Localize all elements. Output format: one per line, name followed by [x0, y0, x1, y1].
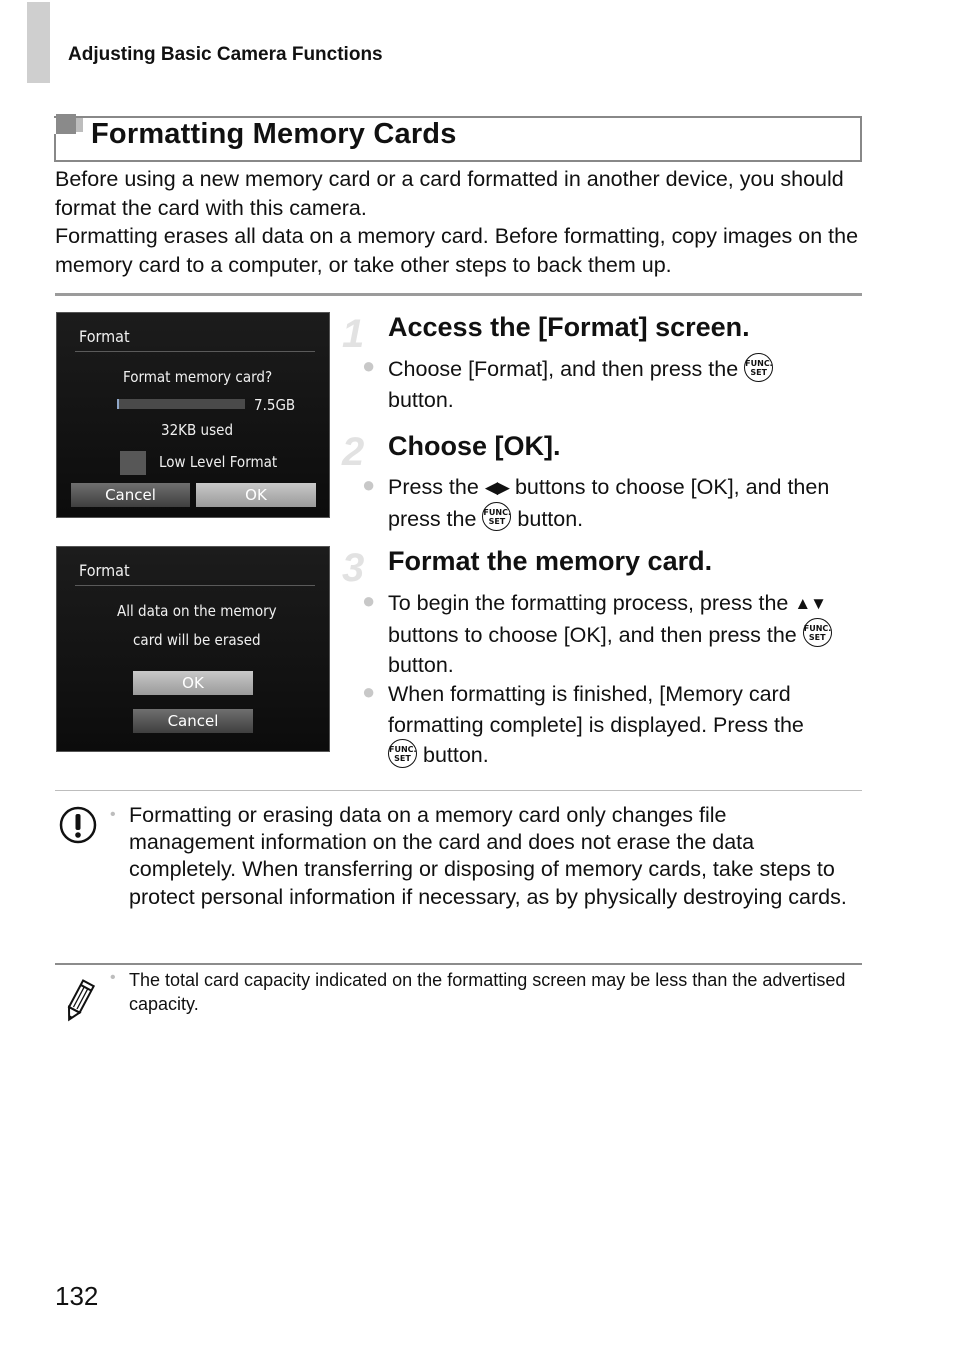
- cancel-button[interactable]: Cancel: [133, 709, 253, 733]
- bullet-icon: ●: [362, 588, 376, 613]
- step-title-1: Access the [Format] screen.: [388, 312, 750, 342]
- pencil-icon: [60, 978, 98, 1024]
- step-text-3a-part-b: buttons to choose [OK], and then press the: [388, 622, 797, 647]
- ok-button[interactable]: OK: [133, 671, 253, 695]
- tip-note-text: The total card capacity indicated on the formatting screen may be less than the advertised capacity.: [129, 970, 846, 1014]
- step-number-3: 3: [342, 546, 365, 590]
- ok-button[interactable]: OK: [196, 483, 316, 507]
- step-text-2-part-a: Press the: [388, 475, 479, 499]
- low-level-format-checkbox[interactable]: [120, 451, 146, 475]
- left-right-arrows-icon: ◀▶: [484, 478, 509, 497]
- note-divider: [55, 790, 862, 791]
- erase-confirm-screen-image: [56, 546, 330, 752]
- section-divider: [55, 293, 862, 296]
- step-text-3a: [388, 588, 863, 681]
- cancel-button[interactable]: Cancel: [71, 483, 190, 507]
- screen-header: Format: [79, 561, 130, 580]
- func-set-button-icon: FUNC. SET: [744, 353, 773, 382]
- func-set-button-icon: FUNC. SET: [482, 502, 511, 531]
- format-question: Format memory card?: [123, 368, 273, 386]
- section-marker-icon: [56, 114, 76, 134]
- section-title-frame-edge: [54, 134, 56, 160]
- low-level-format-label: Low Level Format: [159, 453, 278, 471]
- screen-divider: [75, 585, 315, 586]
- page-number: 132: [55, 1281, 99, 1311]
- step-text-2-part-b: buttons to choose [OK], and then press the: [388, 475, 830, 531]
- step-text-1-part-a: Choose [Format], and then press the: [388, 357, 739, 381]
- step-text-3b: [388, 679, 863, 771]
- func-set-button-icon: FUNC. SET: [388, 739, 417, 768]
- func-set-button-icon: FUNC. SET: [803, 618, 832, 647]
- capacity-bar: [117, 399, 245, 409]
- section-title: Formatting Memory Cards: [91, 118, 457, 150]
- intro-text: [55, 165, 865, 279]
- caution-icon: [59, 806, 97, 844]
- step-text-1-part-b: button.: [388, 387, 454, 412]
- intro-paragraph-1: Before using a new memory card or a card formatted in another device, you should format the card with this camera.: [55, 167, 844, 220]
- note-bullet-icon: •: [110, 806, 116, 823]
- step-text-3b-part-a: When formatting is finished, [Memory card formatting complete] is displayed. Press the: [388, 682, 804, 737]
- note-bullet-icon: •: [110, 969, 116, 986]
- screen-header: Format: [79, 327, 130, 346]
- step-title-3: Format the memory card.: [388, 546, 713, 576]
- side-tab-marker: [27, 2, 50, 83]
- step-text-3a-part-a: To begin the formatting process, press the: [388, 591, 789, 615]
- format-screen-image: [56, 312, 330, 518]
- caution-note-text: Formatting or erasing data on a memory card only changes file management information on the card and does not erase the data completely. When transferring or disposing of memory cards, take steps to protect personal information if necessary, as by physically destroying cards.: [129, 803, 847, 909]
- erase-message-line-1: All data on the memory: [117, 602, 277, 620]
- up-down-arrows-icon: ▲▼: [794, 594, 826, 613]
- bullet-icon: ●: [362, 679, 376, 704]
- used-value: 32KB used: [161, 421, 234, 439]
- note-divider: [55, 963, 862, 965]
- step-title-2: Choose [OK].: [388, 431, 561, 461]
- step-text-3a-part-c: button.: [388, 653, 454, 678]
- intro-paragraph-2: Formatting erases all data on a memory card. Before formatting, copy images on the memory card to a computer, or take other steps to back them up.: [55, 224, 859, 277]
- step-text-2: [388, 472, 863, 534]
- step-number-1: 1: [342, 312, 365, 356]
- step-text-3b-part-b: button.: [422, 743, 489, 767]
- bullet-icon: ●: [362, 472, 376, 497]
- capacity-bar-fill: [117, 399, 119, 409]
- screen-divider: [75, 351, 315, 352]
- running-head: Adjusting Basic Camera Functions: [68, 44, 383, 65]
- step-text-1: [388, 354, 863, 415]
- step-text-2-part-c: button.: [517, 506, 584, 531]
- erase-message-line-2: card will be erased: [133, 631, 261, 649]
- step-number-2: 2: [342, 430, 365, 474]
- capacity-value: 7.5GB: [254, 396, 296, 414]
- bullet-icon: ●: [362, 353, 376, 378]
